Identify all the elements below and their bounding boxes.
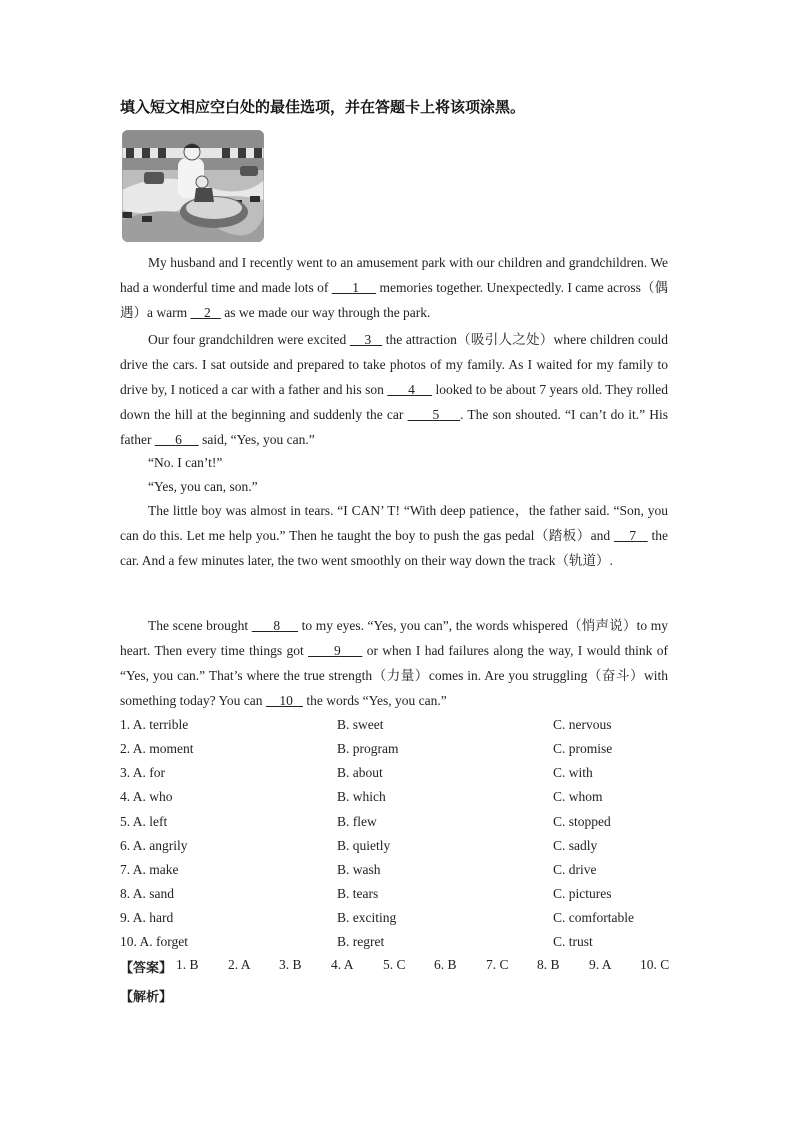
blank-1: 1 (352, 280, 360, 295)
option-row (120, 910, 680, 934)
option-row (120, 934, 680, 958)
bumper-car-illustration (122, 130, 264, 242)
option-b[interactable]: B. sweet (337, 717, 384, 732)
option-row (120, 765, 680, 789)
blank-6: 6 (175, 432, 182, 447)
option-a[interactable]: 4. A. who (120, 789, 173, 804)
option-row (120, 862, 680, 886)
option-c[interactable]: C. whom (553, 789, 603, 804)
blank-7: 7 (629, 528, 637, 543)
passage-paragraph-4: “Yes, you can, son.” (148, 479, 258, 494)
option-row (120, 717, 680, 741)
blank-9: 9 (334, 643, 341, 658)
option-row (120, 741, 680, 765)
blank-8: 8 (273, 618, 281, 633)
option-c[interactable]: C. comfortable (553, 910, 634, 925)
option-b[interactable]: B. program (337, 741, 399, 756)
passage-paragraph-2: Our four grandchildren were excited 3 the attraction（吸引人之处）where children could drive the cars. I sat outside and prepared to take photos of my family. As I waited for my family to drive by, I noticed a car with a father and his son 4 looked to be about 7 years old. They rolled down the hill at the beginning and suddenly the car 5 . The son shouted. “I can’t do it.” His father 6 said, “Yes, you can.” (120, 332, 669, 447)
option-c[interactable]: C. trust (553, 934, 593, 949)
option-a[interactable]: 3. A. for (120, 765, 165, 780)
answer-item: 5. C (383, 957, 406, 972)
answer-item: 3. B (279, 957, 302, 972)
option-c[interactable]: C. pictures (553, 886, 612, 901)
option-b[interactable]: B. exciting (337, 910, 397, 925)
option-b[interactable]: B. quietly (337, 838, 391, 853)
option-row (120, 814, 680, 838)
passage-paragraph-1: My husband and I recently went to an amusement park with our children and grandchildren. We had a wonderful time and made lots of 1 memories together. Unexpectedly. I came across（偶遇）a warm 2 as we made our way through the park. (120, 255, 669, 320)
option-a[interactable]: 7. A. make (120, 862, 179, 877)
option-row (120, 789, 680, 813)
option-b[interactable]: B. about (337, 765, 383, 780)
instruction-heading: 填入短文相应空白处的最佳选项，并在答题卡上将该项涂黑。 (120, 98, 526, 116)
option-b[interactable]: B. which (337, 789, 386, 804)
option-a[interactable]: 10. A. forget (120, 934, 188, 949)
option-b[interactable]: B. flew (337, 814, 377, 829)
passage-paragraph-6: The scene brought 8 to my eyes. “Yes, you can”, the words whispered（悄声说）to my heart. Then every time things got 9 or when I had failures along the way, I would think of “Yes, you can.” That’s where the true strength（力量）comes in. Are you struggling（奋斗）with something today? You can 10 the words “Yes, you can.” (120, 618, 669, 708)
blank-3: 3 (364, 332, 372, 347)
blank-4: 4 (408, 382, 415, 397)
passage-paragraph-5: The little boy was almost in tears. “I CAN’ T! “With deep patience，the father said. “Son, you can do this. Let me help you.” Then he taught the boy to push the gas pedal（踏板）and 7 the car. And a few minutes later, the two went smoothly on their way down the track（轨道）. (120, 503, 669, 568)
blank-10: 10 (279, 693, 293, 708)
option-a[interactable]: 5. A. left (120, 814, 168, 829)
option-c[interactable]: C. nervous (553, 717, 612, 732)
option-a[interactable]: 1. A. terrible (120, 717, 189, 732)
option-row (120, 838, 680, 862)
answer-key (120, 957, 680, 976)
option-c[interactable]: C. stopped (553, 814, 611, 829)
blank-2: 2 (203, 305, 211, 320)
answer-label: 【答案】 (120, 961, 173, 976)
option-c[interactable]: C. with (553, 765, 593, 780)
option-a[interactable]: 9. A. hard (120, 910, 174, 925)
answer-item: 1. B (176, 957, 199, 972)
option-c[interactable]: C. drive (553, 862, 597, 877)
answer-item: 6. B (434, 957, 457, 972)
blank-5: 5 (432, 407, 440, 422)
option-b[interactable]: B. regret (337, 934, 385, 949)
answer-item: 8. B (537, 957, 560, 972)
option-a[interactable]: 8. A. sand (120, 886, 174, 901)
option-c[interactable]: C. sadly (553, 838, 598, 853)
option-a[interactable]: 2. A. moment (120, 741, 194, 756)
answer-item: 7. C (486, 957, 509, 972)
passage-paragraph-3: “No. I can’t!” (148, 455, 223, 470)
answer-item: 4. A (331, 957, 354, 972)
analysis-label: 【解析】 (120, 990, 173, 1005)
option-a[interactable]: 6. A. angrily (120, 838, 188, 853)
answer-item: 10. C (640, 957, 670, 972)
option-c[interactable]: C. promise (553, 741, 613, 756)
option-b[interactable]: B. tears (337, 886, 379, 901)
option-b[interactable]: B. wash (337, 862, 381, 877)
answer-item: 9. A (589, 957, 612, 972)
option-row (120, 886, 680, 910)
answer-item: 2. A (228, 957, 251, 972)
